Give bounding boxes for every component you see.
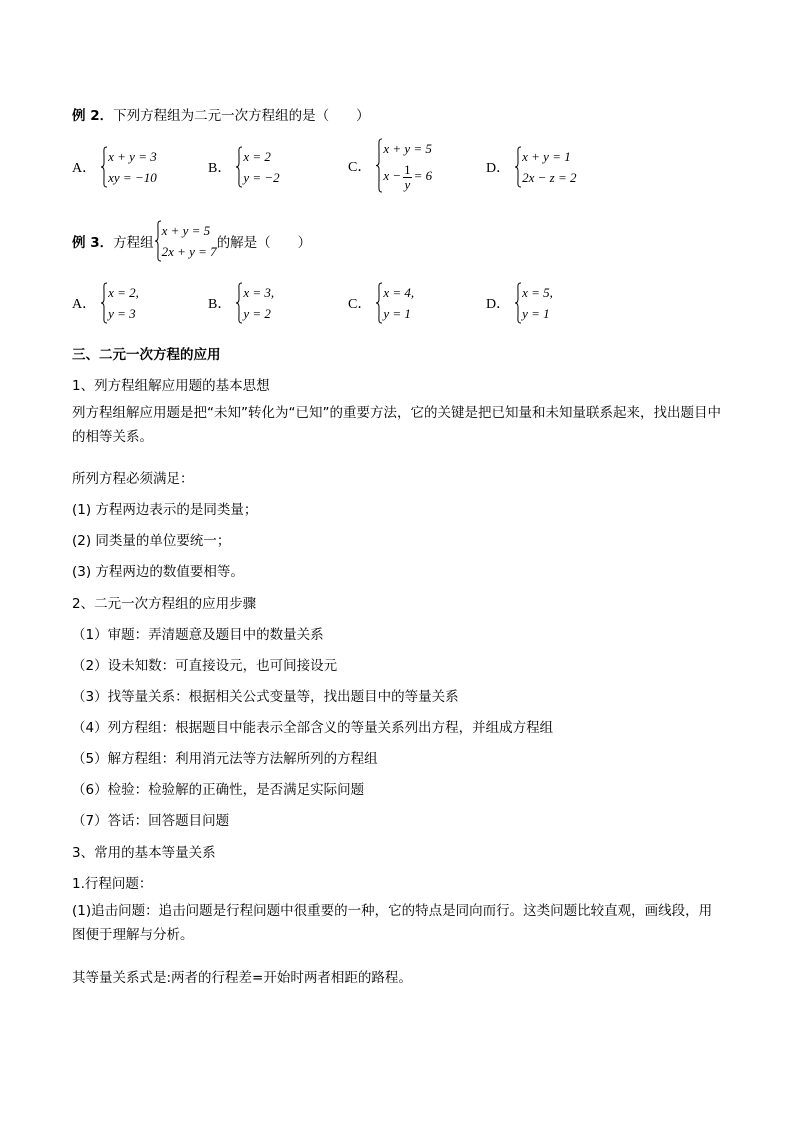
equation-system: x = 2 y = −2 (235, 146, 279, 188)
subsection-2-title: 2、二元一次方程组的应用步骤 (72, 596, 257, 612)
travel-problem-title: 1.行程问题： (72, 876, 153, 892)
example-2-option-c: C． x + y = 5 x − $\frac{1}{y}$ = 6 (348, 138, 432, 193)
subsection-1-title: 1、列方程组解应用题的基本思想 (72, 378, 270, 394)
step-item: （3）找等量关系：根据相关公式变量等，找出题目中的等量关系 (72, 689, 459, 705)
step-item: （5）解方程组：利用消元法等方法解所列的方程组 (72, 751, 378, 767)
equation-system: x = 5, y = 1 (514, 282, 553, 324)
equation-system: x + y = 5 2x + y = 7 (154, 220, 217, 262)
subsection-1-paragraph: 列方程组解应用题是把“未知”转化为“已知”的重要方法，它的关键是把已知量和未知量联系起来，找出题目中的相等关系。 (72, 405, 721, 445)
equation-system: x + y = 1 2x − z = 2 (514, 146, 576, 188)
step-item: （2）设未知数：可直接设元，也可间接设元 (72, 658, 338, 674)
example-2-text: 下列方程组为二元一次方程组的是（ ） (113, 108, 370, 124)
equation-system: x = 2, y = 3 (100, 282, 139, 324)
requirement-intro: 所列方程必须满足： (72, 471, 194, 487)
requirement-item: (1) 方程两边表示的是同类量； (72, 502, 258, 518)
example-3-question: 例 3． 方程组 x + y = 5 2x + y = 7 的解是（ ） (72, 220, 311, 262)
example-3-option-b: B． x = 3, y = 2 (208, 282, 274, 324)
requirement-item: (2) 同类量的单位要统一； (72, 533, 231, 549)
subsection-3-title: 3、常用的基本等量关系 (72, 845, 216, 861)
step-item: （6）检验：检验解的正确性，是否满足实际问题 (72, 782, 365, 798)
requirement-item: (3) 方程两边的数值要相等。 (72, 564, 244, 580)
example-2-question (72, 104, 370, 124)
example-3-option-a: A． x = 2, y = 3 (72, 282, 139, 324)
example-2-option-d: D． x + y = 1 2x − z = 2 (486, 146, 577, 188)
equation-system: x = 4, y = 1 (375, 282, 414, 324)
equation-system: x = 3, y = 2 (235, 282, 274, 324)
equation-system: x + y = 5 x − $\frac{1}{y}$ = 6 (375, 138, 432, 193)
example-2-label: 例 2． (72, 108, 114, 124)
example-3-label: 例 3． (72, 235, 114, 251)
example-2-option-b: B． x = 2 y = −2 (208, 146, 280, 188)
section-heading: 三、二元一次方程的应用 (72, 347, 221, 363)
chase-problem-paragraph: (1)追击问题：追击问题是行程问题中很重要的一种，它的特点是同向而行。这类问题比较直观，画线段，用图便于理解与分析。 (72, 903, 713, 943)
equation-system: x + y = 3 xy = −10 (100, 146, 157, 188)
example-2-option-a: A． x + y = 3 xy = −10 (72, 146, 157, 188)
chase-equal-relation: 其等量关系式是:两者的行程差=开始时两者相距的路程。 (72, 970, 412, 986)
step-item: （7）答话：回答题目问题 (72, 813, 230, 829)
step-item: （4）列方程组：根据题目中能表示全部含义的等量关系列出方程，并组成方程组 (72, 720, 554, 736)
example-3-option-c: C． x = 4, y = 1 (348, 282, 414, 324)
step-item: （1）审题：弄清题意及题目中的数量关系 (72, 627, 324, 643)
example-3-option-d: D． x = 5, y = 1 (486, 282, 553, 324)
